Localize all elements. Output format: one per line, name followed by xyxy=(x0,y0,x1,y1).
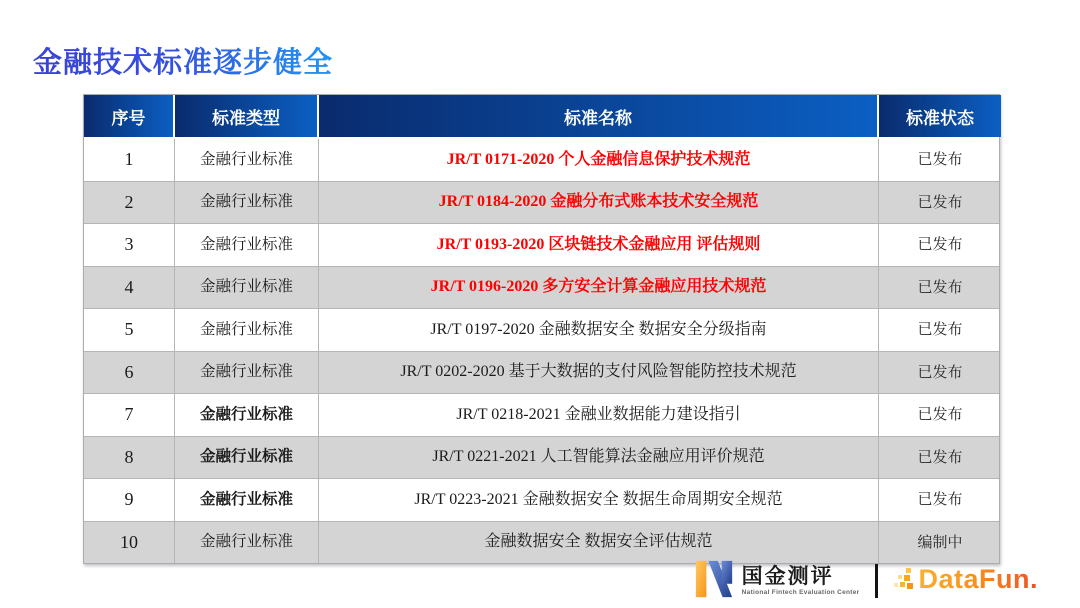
cell-standard-status: 已发布 xyxy=(917,363,963,381)
standards-table xyxy=(83,94,1000,564)
cell-standard-type: 金融行业标准 xyxy=(175,267,319,309)
cell-standard-name: JR/T 0196-2020 多方安全计算金融应用技术规范 xyxy=(319,267,879,309)
page-title: 金融技术标准逐步健全 xyxy=(33,40,333,81)
cell-sequence-number: 8 xyxy=(84,437,175,479)
guojin-n-icon xyxy=(693,558,735,605)
cell-standard-name: JR/T 0184-2020 金融分布式账本技术安全规范 xyxy=(319,182,879,224)
column-header-status: 标准状态 xyxy=(879,95,1001,137)
cell-standard-type: 金融行业标准 xyxy=(175,394,319,436)
datafun-logo xyxy=(894,564,1038,599)
table-row xyxy=(84,309,999,352)
table-row xyxy=(84,267,999,310)
cell-sequence-number: 9 xyxy=(84,479,175,521)
cell-standard-type: 金融行业标准 xyxy=(175,522,319,564)
cell-standard-name: 金融数据安全 数据安全评估规范 xyxy=(319,522,879,564)
cell-standard-type: 金融行业标准 xyxy=(175,479,319,521)
table-row xyxy=(84,352,999,395)
guojin-name: 国金测评 xyxy=(741,564,834,588)
cell-sequence-number: 5 xyxy=(84,309,175,351)
table-body xyxy=(84,139,999,563)
datafun-wordmark: DataFun. xyxy=(918,563,1038,594)
table-row xyxy=(84,479,999,522)
cell-standard-status: 已发布 xyxy=(917,278,963,296)
guojin-subtitle: National Fintech Evaluation Center xyxy=(741,588,860,596)
cell-sequence-number: 1 xyxy=(84,139,175,181)
cell-standard-status: 已发布 xyxy=(917,448,963,466)
cell-standard-status: 已发布 xyxy=(917,406,963,424)
column-header-no: 序号 xyxy=(84,95,175,137)
cell-standard-type: 金融行业标准 xyxy=(175,352,319,394)
cell-standard-name: JR/T 0193-2020 区块链技术金融应用 评估规则 xyxy=(319,224,879,266)
cell-sequence-number: 4 xyxy=(84,267,175,309)
cell-standard-status: 已发布 xyxy=(917,193,963,211)
cell-standard-status: 已发布 xyxy=(917,236,963,254)
cell-sequence-number: 10 xyxy=(84,522,175,564)
logo-separator xyxy=(875,564,878,598)
cell-standard-name: JR/T 0221-2021 人工智能算法金融应用评价规范 xyxy=(319,437,879,479)
cell-sequence-number: 6 xyxy=(84,352,175,394)
cell-sequence-number: 3 xyxy=(84,224,175,266)
cell-standard-type: 金融行业标准 xyxy=(175,437,319,479)
column-header-name: 标准名称 xyxy=(319,95,879,137)
cell-standard-name: JR/T 0223-2021 金融数据安全 数据生命周期安全规范 xyxy=(319,479,879,521)
cell-sequence-number: 7 xyxy=(84,394,175,436)
cell-standard-type: 金融行业标准 xyxy=(175,309,319,351)
guojin-logo xyxy=(693,558,860,605)
table-row xyxy=(84,182,999,225)
datafun-pixels-icon xyxy=(894,564,916,599)
table-header xyxy=(84,95,999,139)
column-header-type: 标准类型 xyxy=(175,95,319,137)
guojin-logo-text xyxy=(742,566,860,597)
cell-standard-name: JR/T 0202-2020 基于大数据的支付风险智能防控技术规范 xyxy=(319,352,879,394)
cell-standard-type: 金融行业标准 xyxy=(175,182,319,224)
footer-logos xyxy=(693,556,1038,606)
cell-standard-status: 已发布 xyxy=(917,151,963,169)
cell-standard-name: JR/T 0197-2020 金融数据安全 数据安全分级指南 xyxy=(319,309,879,351)
table-row xyxy=(84,139,999,182)
cell-standard-status: 已发布 xyxy=(917,321,963,339)
cell-sequence-number: 2 xyxy=(84,182,175,224)
cell-standard-type: 金融行业标准 xyxy=(175,224,319,266)
cell-standard-status: 已发布 xyxy=(917,491,963,509)
table-row xyxy=(84,224,999,267)
cell-standard-type: 金融行业标准 xyxy=(175,139,319,181)
cell-standard-name: JR/T 0171-2020 个人金融信息保护技术规范 xyxy=(319,139,879,181)
cell-standard-status: 编制中 xyxy=(917,533,963,551)
table-row xyxy=(84,437,999,480)
cell-standard-name: JR/T 0218-2021 金融业数据能力建设指引 xyxy=(319,394,879,436)
table-row xyxy=(84,394,999,437)
